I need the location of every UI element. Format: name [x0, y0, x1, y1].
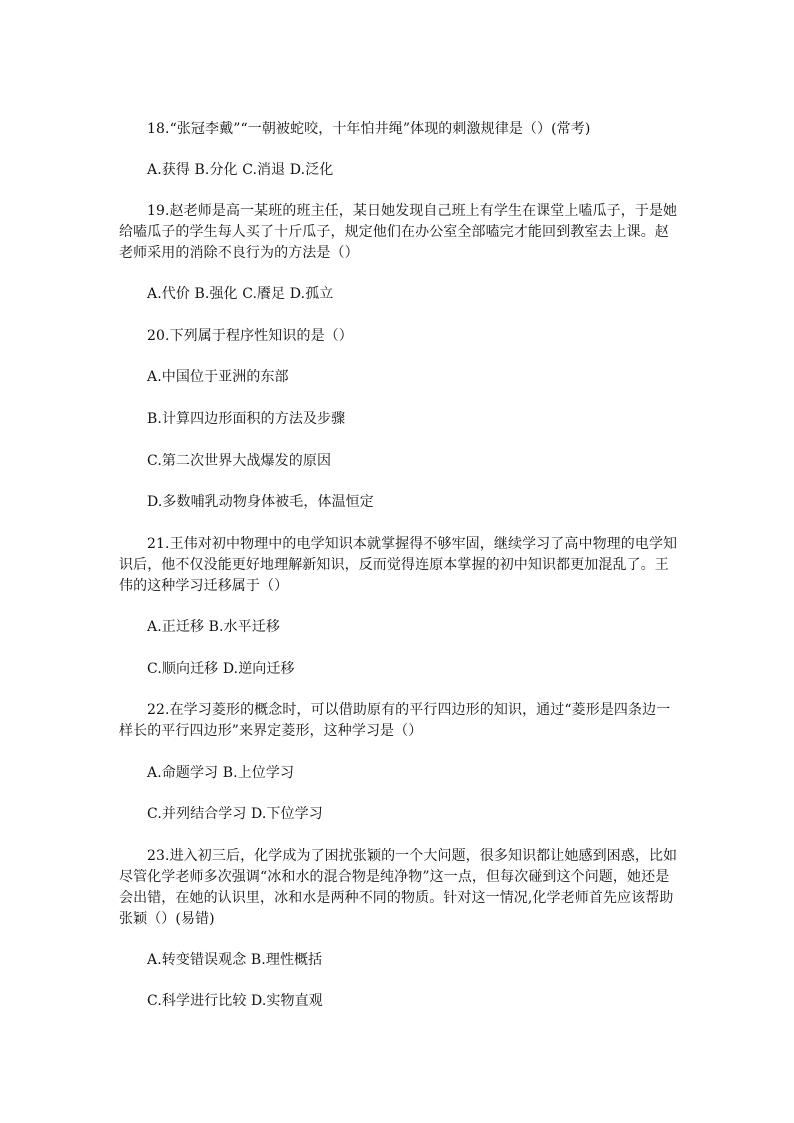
question-21-options-row2: C.顺向迁移 D.逆向迁移 [147, 661, 295, 677]
question-18-stem: 18.“张冠李戴”“一朝被蛇咬，十年怕井绳”体现的刺激规律是（）(常考) [147, 121, 591, 137]
question-20-option-d: D.多数哺乳动物身体被毛，体温恒定 [147, 494, 374, 510]
question-18-options: A.获得 B.分化 C.消退 D.泛化 [147, 162, 334, 178]
question-20-option-c: C.第二次世界大战爆发的原因 [147, 453, 332, 469]
question-19-stem: 19.赵老师是高一某班的班主任，某日她发现自己班上有学生在课堂上嗑瓜子，于是她给嗑瓜子的学生每人买了十斤瓜子，规定他们在办公室全部嗑完才能回到教室去上课。赵老师采用的消除不良行为的方法是（） [119, 203, 678, 261]
question-22-stem: 22.在学习菱形的概念时，可以借助原有的平行四边形的知识，通过“菱形是四条边一样长的平行四边形”来界定菱形，这种学习是（） [119, 702, 671, 739]
question-23-options-row1: A.转变错误观念 B.理性概括 [147, 952, 323, 968]
question-23-options-row2: C.科学进行比较 D.实物直观 [147, 993, 323, 1009]
question-20-option-a: A.中国位于亚洲的东部 [147, 369, 289, 385]
question-21-stem: 21.王伟对初中物理中的电学知识本就掌握得不够牢固，继续学习了高中物理的电学知识后，他不仅没能更好地理解新知识，反而觉得连原本掌握的初中知识都更加混乱了。王伟的这种学习迁移属于（） [119, 536, 678, 594]
question-19-options: A.代价 B.强化 C.餍足 D.孤立 [147, 286, 334, 302]
question-20-option-b: B.计算四边形面积的方法及步骤 [147, 411, 346, 427]
question-22-options-row1: A.命题学习 B.上位学习 [147, 765, 295, 781]
question-20-stem: 20.下列属于程序性知识的是（） [147, 328, 353, 344]
question-21-options-row1: A.正迁移 B.水平迁移 [147, 619, 280, 635]
question-22-options-row2: C.并列结合学习 D.下位学习 [147, 806, 323, 822]
question-23-stem: 23.进入初三后，化学成为了困扰张颖的一个大问题，很多知识都让她感到困惑，比如尽管化学老师多次强调“冰和水的混合物是纯净物”这一点，但每次碰到这个问题，她还是会出错，在她的认识里，冰和水是两种不同的物质。针对这一情况,化学老师首先应该帮助张颖（）(易错) [119, 848, 678, 927]
